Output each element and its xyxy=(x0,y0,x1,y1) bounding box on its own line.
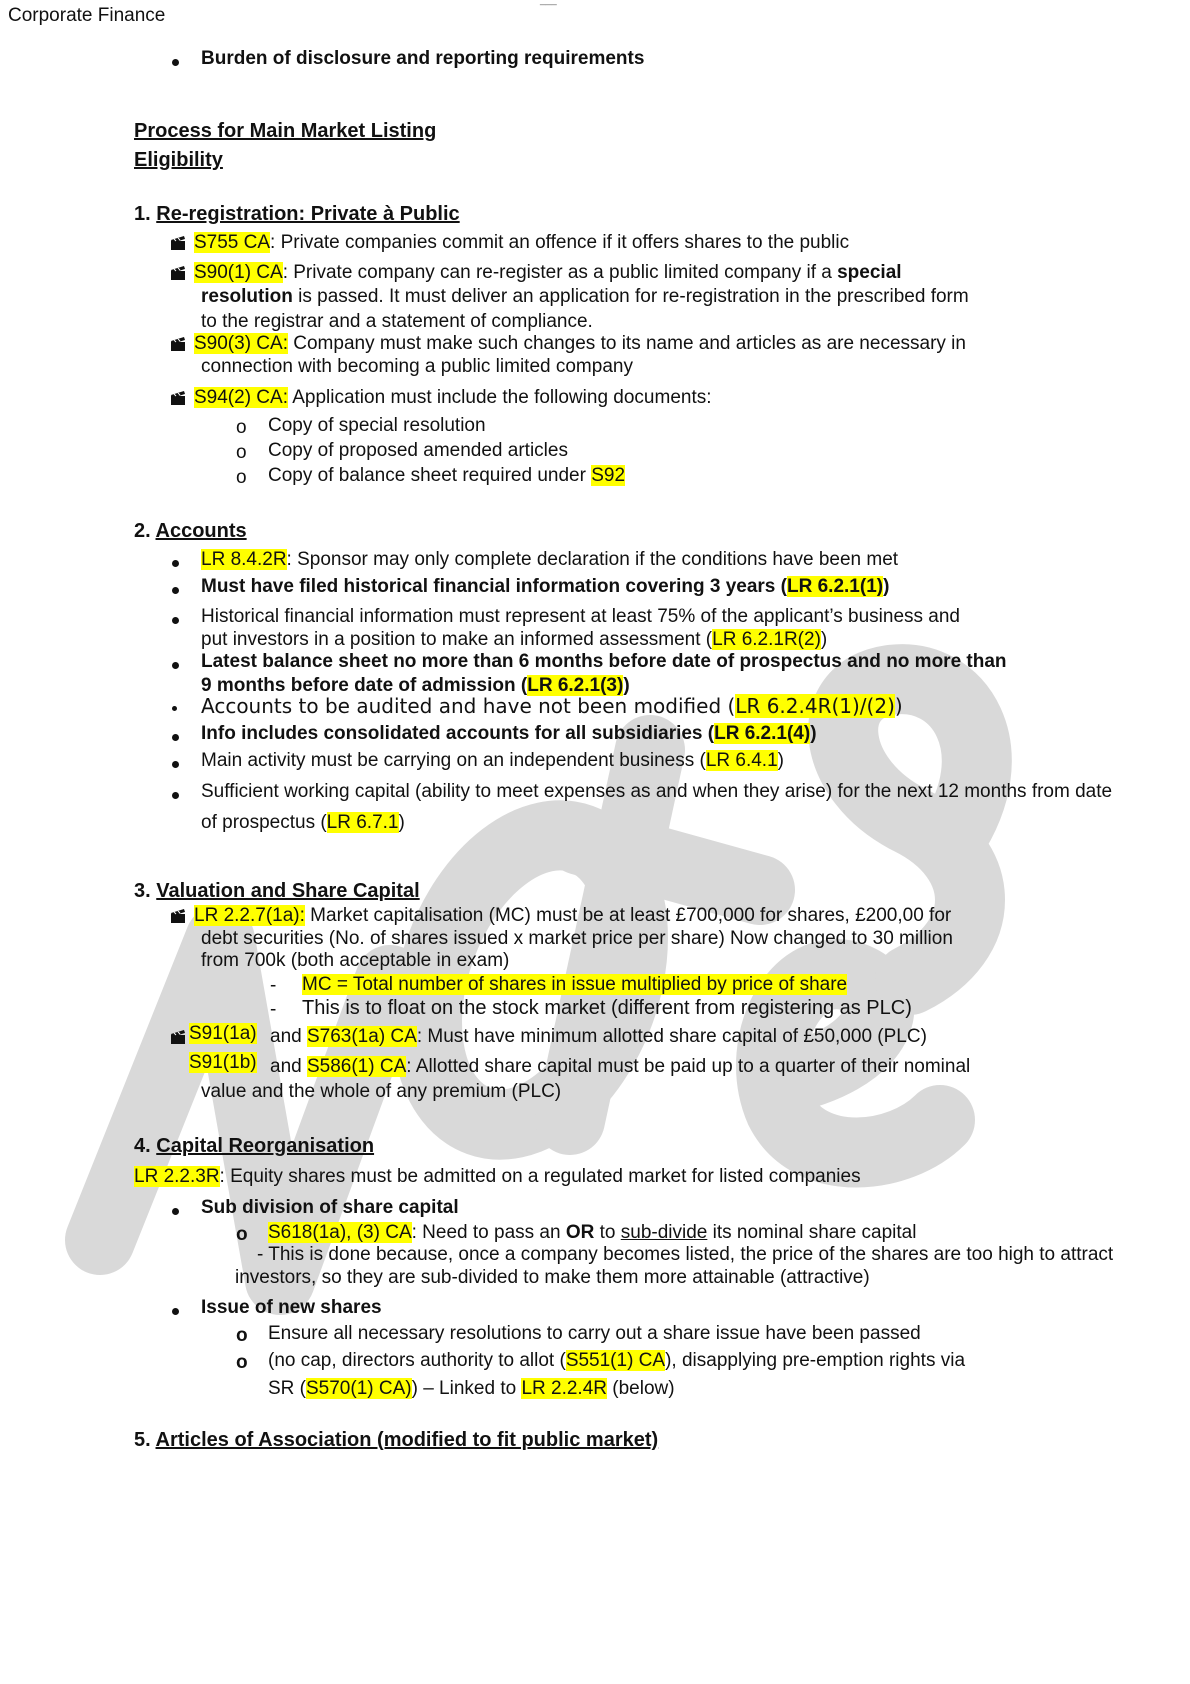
bold-text: special xyxy=(837,262,902,283)
ref-highlight: S90(1) CA xyxy=(194,262,283,283)
s1-item-3-line2: connection with becoming a public limited company xyxy=(201,356,633,377)
s1-item-3-line1 xyxy=(194,334,966,353)
section-number: 3. xyxy=(134,880,151,902)
ref-highlight: S570(1) CA) xyxy=(306,1378,412,1399)
s3-item-2-ref-a xyxy=(189,1024,257,1043)
bold-text: OR xyxy=(565,1222,595,1243)
section-title: Valuation and Share Capital xyxy=(156,880,420,902)
item-text: is passed. It must deliver an application for re-registration in the prescribed form xyxy=(292,286,969,307)
ref-highlight: LR 6.2.4R(1)/(2) xyxy=(735,694,895,718)
bullet-dot xyxy=(172,59,179,66)
item-text: 9 months before date of admission ( xyxy=(201,675,528,696)
item-text: : Sponsor may only complete declaration if the conditions have been met xyxy=(286,549,899,570)
item-text: Main activity must be carrying on an independent business ( xyxy=(201,750,706,771)
item-text: Must have filed historical financial information covering 3 years ( xyxy=(201,576,787,597)
ref-highlight: S763(1a) CA xyxy=(306,1026,417,1047)
s3-item-2 xyxy=(270,1027,927,1046)
s4-b1-line1 xyxy=(268,1223,916,1242)
item-text: to xyxy=(594,1222,621,1243)
s4-b2-o3 xyxy=(268,1379,675,1398)
s3-dash-2: This is to float on the stock market (different from registering as PLC) xyxy=(302,997,912,1019)
item-text: of prospectus ( xyxy=(201,812,327,833)
s3-item-1-line3: from 700k (both acceptable in exam) xyxy=(201,950,510,971)
ref-highlight: S755 CA xyxy=(194,232,271,253)
s2-item-4-line1: Latest balance sheet no more than 6 months before date of prospectus and no more than xyxy=(201,651,1007,672)
item-text: ) xyxy=(820,629,828,650)
ref-highlight: LR 6.2.1(4) xyxy=(714,723,811,744)
dash-marker: - xyxy=(270,975,277,996)
item-text: : Private company can re-register as a public limited company if a xyxy=(282,262,838,283)
s2-item-8-line2 xyxy=(201,813,405,832)
ref-highlight: LR 8.4.2R xyxy=(201,549,287,570)
bold-text: resolution xyxy=(201,286,293,307)
item-text: and xyxy=(270,1056,307,1077)
s1-sub-3 xyxy=(268,466,625,485)
s2-item-8-line1: Sufficient working capital (ability to meet expenses as and when they arise) for the next 12 months from date xyxy=(201,781,1113,802)
s1-item-2-line2 xyxy=(201,287,969,306)
top-bullet-text: Burden of disclosure and reporting requirements xyxy=(201,48,645,69)
clapper-icon xyxy=(170,265,186,281)
s2-item-1 xyxy=(201,550,898,569)
item-text: its nominal share capital xyxy=(707,1222,917,1243)
ref-highlight: S551(1) CA xyxy=(565,1350,666,1371)
section-1-heading xyxy=(134,204,460,224)
ref-highlight: LR 6.2.1R(2) xyxy=(712,629,821,650)
s4-b2-o1: Ensure all necessary resolutions to carry out a share issue have been passed xyxy=(268,1323,921,1344)
bullet-dot xyxy=(172,761,179,768)
section-number: 2. xyxy=(134,520,151,542)
bullet-dot xyxy=(172,792,179,799)
section-5-heading xyxy=(134,1430,658,1450)
ref-highlight: LR 2.2.7(1a): xyxy=(194,905,305,926)
ref-highlight: S618(1a), (3) CA xyxy=(268,1222,412,1243)
s2-item-2 xyxy=(201,577,889,596)
clapper-icon xyxy=(170,235,186,251)
s2-item-7 xyxy=(201,751,784,770)
bullet-dot xyxy=(172,617,179,624)
item-text: Copy of balance sheet required under xyxy=(268,465,592,486)
s2-item-3-line1: Historical financial information must represent at least 75% of the applicant’s business and xyxy=(201,606,960,627)
s2-item-6 xyxy=(201,724,817,743)
section-title: Re-registration: Private à Public xyxy=(156,203,460,225)
circle-bullet-icon: o xyxy=(236,1325,248,1346)
section-number: 1. xyxy=(134,203,151,225)
item-text: and xyxy=(270,1026,307,1047)
section-title: Capital Reorganisation xyxy=(156,1135,375,1157)
section-number: 4. xyxy=(134,1135,151,1157)
circle-bullet-icon: o xyxy=(236,1224,248,1245)
s4-intro xyxy=(134,1167,861,1186)
s3-item-1-line1 xyxy=(194,906,951,925)
section-number: 5. xyxy=(134,1429,151,1451)
bullet-dot xyxy=(172,560,179,567)
circle-bullet-icon: o xyxy=(236,1352,248,1373)
heading-eligibility: Eligibility xyxy=(134,149,223,171)
ref-highlight: LR 6.2.1(3) xyxy=(527,675,624,696)
ref-highlight: S94(2) CA: xyxy=(194,387,288,408)
header-title: Corporate Finance xyxy=(8,5,166,26)
dash-marker: - xyxy=(270,999,277,1020)
item-text: Info includes consolidated accounts for all subsidiaries ( xyxy=(201,723,715,744)
item-text: Market capitalisation (MC) must be at least £700,000 for shares, £200,00 for xyxy=(304,905,952,926)
s2-item-3-line2 xyxy=(201,630,827,649)
item-text: Application must include the following documents: xyxy=(287,387,712,408)
heading-process: Process for Main Market Listing xyxy=(134,120,437,142)
item-text: Accounts to be audited and have not been modified ( xyxy=(201,694,736,718)
ref-highlight: LR 6.2.1(1) xyxy=(787,576,884,597)
section-4-heading xyxy=(134,1136,374,1156)
item-text: : Need to pass an xyxy=(411,1222,566,1243)
item-text: ), disapplying pre-emption rights via xyxy=(665,1350,966,1371)
bullet-dot xyxy=(172,662,179,669)
s1-item-4 xyxy=(194,388,712,407)
ref-highlight: LR 6.4.1 xyxy=(705,750,778,771)
s4-b2-title: Issue of new shares xyxy=(201,1297,382,1318)
s1-item-2-line3: to the registrar and a statement of compliance. xyxy=(201,311,593,332)
s4-b1-title: Sub division of share capital xyxy=(201,1197,459,1218)
ref-highlight: MC = Total number of shares in issue multiplied by price of share xyxy=(302,974,848,995)
item-text: (below) xyxy=(607,1378,675,1399)
s3-item-3-line1 xyxy=(270,1057,970,1076)
ref-highlight: S91(1a) xyxy=(189,1023,257,1044)
bullet-dot xyxy=(172,706,177,711)
s3-item-1-line2: debt securities (No. of shares issued x market price per share) Now changed to 30 million xyxy=(201,928,953,949)
s1-sub-1: Copy of special resolution xyxy=(268,415,486,436)
ref-highlight: S91(1b) xyxy=(189,1052,257,1073)
item-text: ) – Linked to xyxy=(411,1378,522,1399)
item-text: ) xyxy=(883,576,890,597)
item-text: put investors in a position to make an informed assessment ( xyxy=(201,629,713,650)
clapper-icon xyxy=(170,336,186,352)
s1-item-2-line1 xyxy=(194,263,902,282)
ref-highlight: LR 2.2.3R xyxy=(134,1166,220,1187)
s3-item-3-line2: value and the whole of any premium (PLC) xyxy=(201,1081,562,1102)
item-text: ) xyxy=(398,812,405,833)
bullet-dot xyxy=(172,1308,179,1315)
item-text: : Equity shares must be admitted on a regulated market for listed companies xyxy=(219,1166,861,1187)
item-text: ) xyxy=(894,694,903,718)
s3-item-3-ref-a xyxy=(189,1053,257,1072)
item-text: : Private companies commit an offence if it offers shares to the public xyxy=(270,232,850,253)
section-title: Accounts xyxy=(155,520,247,542)
circle-bullet-icon: o xyxy=(236,417,247,438)
ref-highlight: S90(3) CA: xyxy=(194,333,288,354)
bullet-dot xyxy=(172,587,179,594)
s4-b1-note-2: investors, so they are sub-divided to make them more attainable (attractive) xyxy=(235,1267,870,1288)
bullet-dot xyxy=(172,1208,179,1215)
item-text: (no cap, directors authority to allot ( xyxy=(268,1350,566,1371)
underlined-text: sub-divide xyxy=(620,1222,708,1243)
section-3-heading xyxy=(134,881,420,901)
section-title: Articles of Association (modified to fit public market) xyxy=(155,1429,659,1451)
s1-item-1 xyxy=(194,233,849,252)
s1-sub-2: Copy of proposed amended articles xyxy=(268,440,568,461)
ref-highlight: S92 xyxy=(591,465,626,486)
header-mark: ___ xyxy=(540,0,557,6)
clapper-icon xyxy=(170,390,186,406)
clapper-icon xyxy=(170,908,186,924)
item-text: : Must have minimum allotted share capital of £50,000 (PLC) xyxy=(416,1026,927,1047)
item-text: ) xyxy=(777,750,784,771)
ref-highlight: LR 6.7.1 xyxy=(326,812,399,833)
s4-b1-note-1: - This is done because, once a company becomes listed, the price of the shares are too high to attract xyxy=(257,1244,1114,1265)
bullet-dot xyxy=(172,734,179,741)
s2-item-4-line2 xyxy=(201,676,630,695)
ref-highlight: LR 2.2.4R xyxy=(521,1378,607,1399)
item-text: : Allotted share capital must be paid up to a quarter of their nominal xyxy=(406,1056,971,1077)
s4-b2-o2 xyxy=(268,1351,965,1370)
item-text: SR ( xyxy=(268,1378,306,1399)
ref-highlight: S586(1) CA xyxy=(306,1056,407,1077)
item-text: ) xyxy=(623,675,630,696)
item-text: Company must make such changes to its name and articles as are necessary in xyxy=(287,333,966,354)
s2-item-5 xyxy=(201,696,903,716)
clapper-icon xyxy=(170,1029,186,1045)
item-text: ) xyxy=(810,723,817,744)
section-2-heading xyxy=(134,521,247,541)
circle-bullet-icon: o xyxy=(236,467,247,488)
circle-bullet-icon: o xyxy=(236,442,247,463)
s3-dash-1 xyxy=(302,975,847,994)
